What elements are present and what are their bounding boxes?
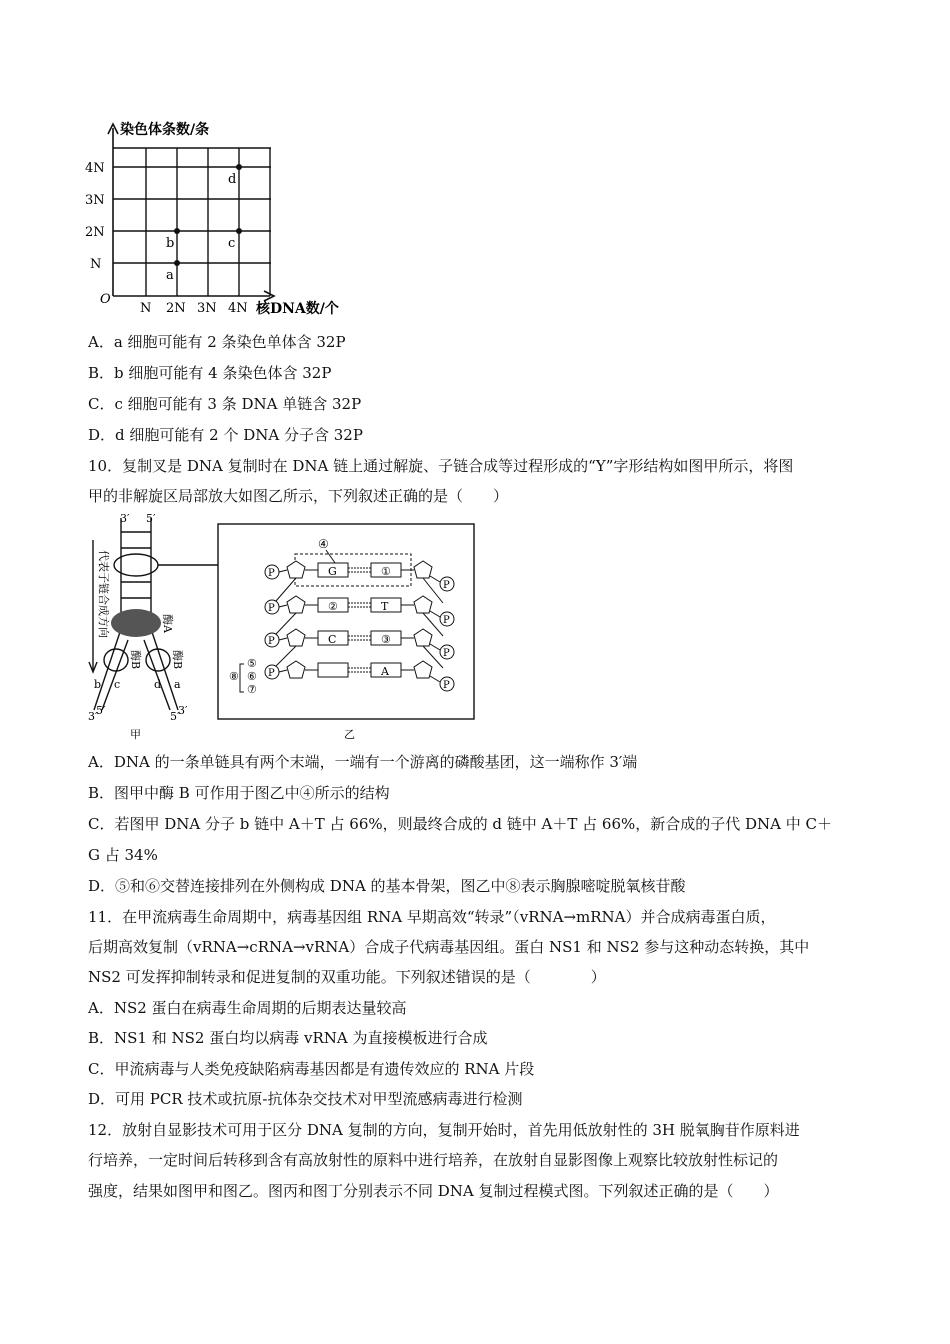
strand-a-label: a: [174, 678, 181, 691]
y-tick-label: 3N: [85, 193, 105, 208]
replication-fork-figure: [88, 510, 488, 742]
q9-option-b: B．b 细胞可能有 4 条染色体含 32P: [88, 364, 332, 382]
q12-stem-line2: 行培养，一定时间后转移到含有高放射性的原料中进行培养，在放射自显影图像上观察比较放射性标记的: [88, 1151, 779, 1169]
q9-option-a: A．a 细胞可能有 2 条染色单体含 32P: [88, 333, 346, 351]
base-left-label: ②: [328, 600, 338, 613]
q9-option-d: D．d 细胞可能有 2 个 DNA 分子含 32P: [88, 426, 363, 444]
q11-stem-line2: 后期高效复制（vRNA→cRNA→vRNA）合成子代病毒基因组。蛋白 NS1 和 NS2 参与这种动态转换，其中: [88, 938, 810, 956]
q10-option-d: D．⑤和⑥交替连接排列在外侧构成 DNA 的基本骨架，图乙中⑧表示胸腺嘧啶脱氧核苷酸: [88, 877, 686, 895]
base-left-label: G: [328, 565, 337, 578]
q11-option-b: B．NS1 和 NS2 蛋白均以病毒 vRNA 为直接模板进行合成: [88, 1029, 488, 1047]
top-3-prime: 3′: [120, 512, 130, 525]
base-right-label: T: [381, 600, 389, 613]
figure-jia-label: 甲: [130, 728, 141, 741]
strand-b-label: b: [94, 678, 102, 691]
label-4: ④: [318, 537, 329, 551]
base-right-label: ③: [381, 633, 391, 646]
point-label-d: d: [228, 172, 237, 187]
figure-yi-label: 乙: [344, 728, 355, 741]
phosphate-label: P: [443, 580, 450, 591]
deoxyribose: [414, 596, 432, 613]
x-axis-label: 核DNA数/个: [256, 301, 339, 317]
data-point-c: [236, 228, 242, 234]
x-tick-label: 3N: [197, 301, 217, 316]
deoxyribose: [287, 561, 305, 578]
chromosome-dna-chart: [85, 118, 358, 318]
x-tick-label: 4N: [228, 301, 248, 316]
phosphate-label: P: [268, 668, 275, 679]
base-left: [318, 663, 348, 677]
label-8: ⑧: [229, 670, 239, 683]
top-5-prime: 5′: [146, 512, 156, 525]
q10-stem-line1: 10．复制叉是 DNA 复制时在 DNA 链上通过解旋、子链合成等过程形成的“Y”字形结构如图甲所示，将图: [88, 457, 794, 475]
bottom-right-5-prime: 5′: [170, 710, 180, 723]
phosphate-label: P: [443, 615, 450, 626]
y-tick-label: 4N: [85, 161, 105, 176]
q10-option-c-cont: G 占 34%: [88, 846, 158, 864]
bottom-right-3-prime: 3′: [178, 704, 188, 717]
q10-option-b: B．图甲中酶 B 可作用于图乙中④所示的结构: [88, 784, 390, 802]
origin-label: O: [100, 292, 111, 307]
q11-stem-line3: NS2 可发挥抑制转录和促进复制的双重功能。下列叙述错误的是（ ）: [88, 968, 606, 986]
label-7: ⑦: [247, 683, 257, 696]
deoxyribose: [287, 596, 305, 613]
phosphate-label: P: [443, 648, 450, 659]
x-tick-label: 2N: [166, 301, 186, 316]
strand-c-label: c: [114, 678, 121, 691]
point-label-a: a: [166, 268, 174, 283]
q12-stem-line1: 12．放射自显影技术可用于区分 DNA 复制的方向，复制开始时，首先用低放射性的 3H 脱氧胸苷作原料进: [88, 1121, 800, 1139]
y-tick-label: 2N: [85, 225, 105, 240]
deoxyribose: [414, 561, 432, 578]
label-5: ⑤: [247, 657, 257, 670]
data-point-a: [174, 260, 180, 266]
phosphate-label: P: [268, 568, 275, 579]
label-6: ⑥: [247, 670, 257, 683]
q11-option-c: C．甲流病毒与人类免疫缺陷病毒基因都是有遗传效应的 RNA 片段: [88, 1060, 535, 1078]
enzyme-b-right-label: 酶B: [171, 650, 184, 670]
data-point-b: [174, 228, 180, 234]
q11-option-a: A．NS2 蛋白在病毒生命周期的后期表达量较高: [88, 999, 407, 1017]
deoxyribose: [287, 661, 305, 678]
q10-option-a: A．DNA 的一条单链具有两个末端，一端有一个游离的磷酸基团，这一端称作 3′端: [88, 753, 638, 771]
q11-option-d: D．可用 PCR 技术或抗原-抗体杂交技术对甲型流感病毒进行检测: [88, 1090, 523, 1108]
y-axis-label: 染色体条数/条: [120, 122, 210, 138]
bottom-left-5-prime: 5′: [96, 704, 106, 717]
deoxyribose: [414, 661, 432, 678]
base-right-label: A: [381, 665, 389, 678]
deoxyribose: [287, 629, 305, 646]
base-right-label: ①: [381, 565, 391, 578]
phosphate-label: P: [268, 603, 275, 614]
data-point-d: [236, 164, 242, 170]
strand-d-label: d: [154, 678, 162, 691]
q12-stem-line3: 强度，结果如图甲和图乙。图丙和图丁分别表示不同 DNA 复制过程模式图。下列叙述正确的是（ ）: [88, 1182, 779, 1200]
q10-option-c: C．若图甲 DNA 分子 b 链中 A＋T 占 66%，则最终合成的 d 链中 A＋T 占 66%，新合成的子代 DNA 中 C＋: [88, 815, 833, 833]
base-left-label: C: [328, 633, 337, 646]
q9-option-c: C．c 细胞可能有 3 条 DNA 单链含 32P: [88, 395, 362, 413]
deoxyribose: [414, 629, 432, 646]
bottom-left-3-prime: 3′: [88, 710, 98, 723]
y-tick-label: N: [90, 257, 102, 272]
point-label-b: b: [166, 236, 175, 251]
phosphate-label: P: [268, 636, 275, 647]
q10-stem-line2: 甲的非解旋区局部放大如图乙所示，下列叙述正确的是（ ）: [88, 487, 509, 505]
x-tick-label: N: [140, 301, 152, 316]
phosphate-label: P: [443, 680, 450, 691]
enzyme-a-label: 酶A: [161, 614, 174, 633]
point-label-c: c: [228, 236, 236, 251]
direction-label: 代表子链合成方向: [97, 550, 110, 638]
enzyme-b-left-label: 酶B: [129, 650, 142, 670]
q11-stem-line1: 11．在甲流病毒生命周期中，病毒基因组 RNA 早期高效“转录”（vRNA→mRNA）并合成病毒蛋白质，: [88, 908, 776, 926]
